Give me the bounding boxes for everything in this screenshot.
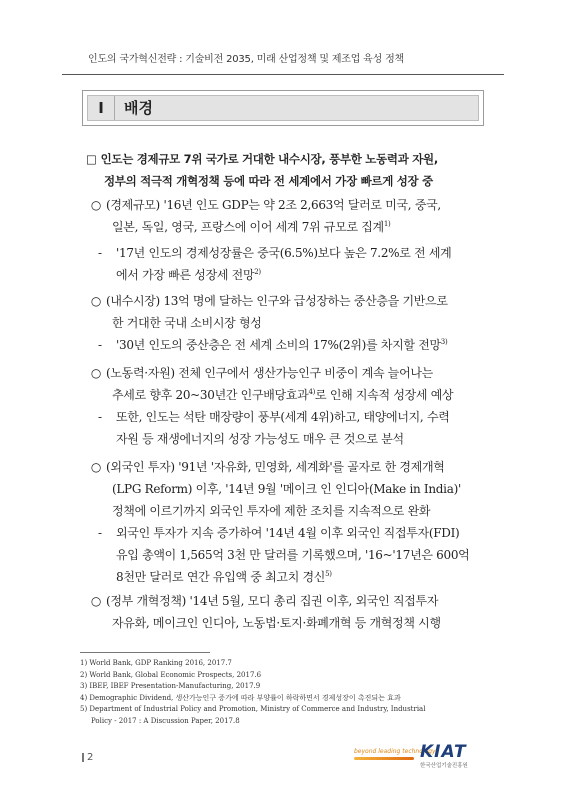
list-item-labor-resources: ○ (노동력·자원) 전체 인구에서 생산가능인구 비중이 계속 늘어나는 추세로 향후 20~30년간 인구배당효과$^{4)}$로 인해 지속적 성장세 예상 — [86, 362, 486, 406]
list-item-economy: ○ (경제규모) '16년 인도 GDP는 약 2조 2,663억 달러로 미국, 중국, 일본, 독일, 영국, 프랑스에 이어 세계 7위 규모로 집계$^{1)}$ — [86, 194, 486, 238]
footnote-ref: 5) — [325, 570, 332, 578]
section-number: Ⅰ — [88, 96, 115, 120]
footnote-3: 3) IBEF, IBEF Presentation-Manufacturing, 2017.9 — [80, 682, 261, 690]
running-header: 인도의 국가혁신전략 : 기술비전 2035, 미래 산업정책 및 제조업 육성 정책 — [88, 54, 405, 65]
circle-bullet-icon: ○ — [90, 366, 102, 380]
sub-item-fdi: - 외국인 투자가 지속 증가하여 '14년 4월 이후 외국인 직접투자(FDI) 유입 총액이 1,565억 3천 만 달러를 기록했으며, '16~'17년은 600억 8천만 달러로 연간 유입액 중 최고치 경신$^{5)}$ — [98, 526, 470, 584]
kiat-logo: beyond leading technology KIAT 한국산업기술진흥원 — [354, 742, 468, 769]
footnote-ref: 3) — [440, 338, 448, 346]
list-item-foreign-investment: ○ (외국인 투자) '91년 '자유화, 민영화, 세계화'를 골자로 한 경제개혁 (LPG Reform) 이후, '14년 9월 '메이크 인 인디아(Make in India)' 정책에 이르기까지 외국인 투자에 제한 조치를 지속적으로 완화 — [86, 456, 486, 522]
circle-bullet-icon: ○ — [90, 198, 102, 212]
footnote-ref: 4) — [308, 388, 316, 396]
footnote-2: 2) World Bank, Global Economic Prospects, 2017.6 — [80, 670, 262, 679]
sub-item-energy: - 또한, 인도는 석탄 매장량이 풍부(세계 4위)하고, 태양에너지, 수력 자원 등 재생에너지의 성장 가능성도 매우 큰 것으로 분석 — [98, 410, 450, 446]
section-title: 배경 — [124, 99, 153, 117]
circle-bullet-icon: ○ — [90, 294, 102, 308]
sub-item-middle-class: - '30년 인도의 중산층은 전 세계 소비의 17%(2위)를 차지할 전망$^{3)}$ — [98, 338, 448, 352]
list-item-domestic-market: ○ (내수시장) 13억 명에 달하는 인구와 급성장하는 중산층을 기반으로 한 거대한 국내 소비시장 형성 — [86, 290, 486, 334]
footnote-5: 5) Department of Industrial Policy and Promotion, Ministry of Commerce and Industry, Industrial Policy - 2017 : A Discussion Paper, 2017.8 — [80, 705, 426, 725]
circle-bullet-icon: ○ — [90, 594, 102, 608]
circle-bullet-icon: ○ — [90, 460, 102, 474]
list-item-government-reform: ○ (정부 개혁정책) '14년 5월, 모디 총리 집권 이후, 외국인 직접투자 자유화, 메이크인 인디아, 노동법·토지·화폐개혁 등 개혁정책 시행 — [86, 590, 486, 634]
footnotes — [80, 658, 480, 727]
footnote-rule — [80, 652, 210, 653]
lead-paragraph: □ 인도는 경제규모 7위 국가로 거대한 내수시장, 풍부한 노동력과 자원, 정부의 적극적 개혁정책 등에 따라 전 세계에서 가장 빠르게 성장 중 — [86, 152, 438, 188]
footnote-4: 4) Demographic Dividend, 생산가능인구 증가에 따라 부양률이 하락하면서 경제성장이 촉진되는 효과 — [80, 693, 401, 702]
header-rule — [62, 74, 504, 75]
footnote-ref: 2) — [254, 268, 261, 276]
footnote-ref: 1) — [383, 220, 391, 228]
sub-item-growth: - '17년 인도의 경제성장률은 중국(6.5%)보다 높은 7.2%로 전 세계 에서 가장 빠른 성장세 전망$^{2)}$ — [98, 246, 452, 282]
section-heading — [82, 90, 484, 126]
logo-swoosh-icon — [354, 757, 414, 760]
footnote-1: 1) World Bank, GDP Ranking 2016, 2017.7 — [80, 659, 232, 667]
page-number: 2 — [82, 752, 93, 763]
square-bullet-icon: □ — [86, 152, 97, 166]
